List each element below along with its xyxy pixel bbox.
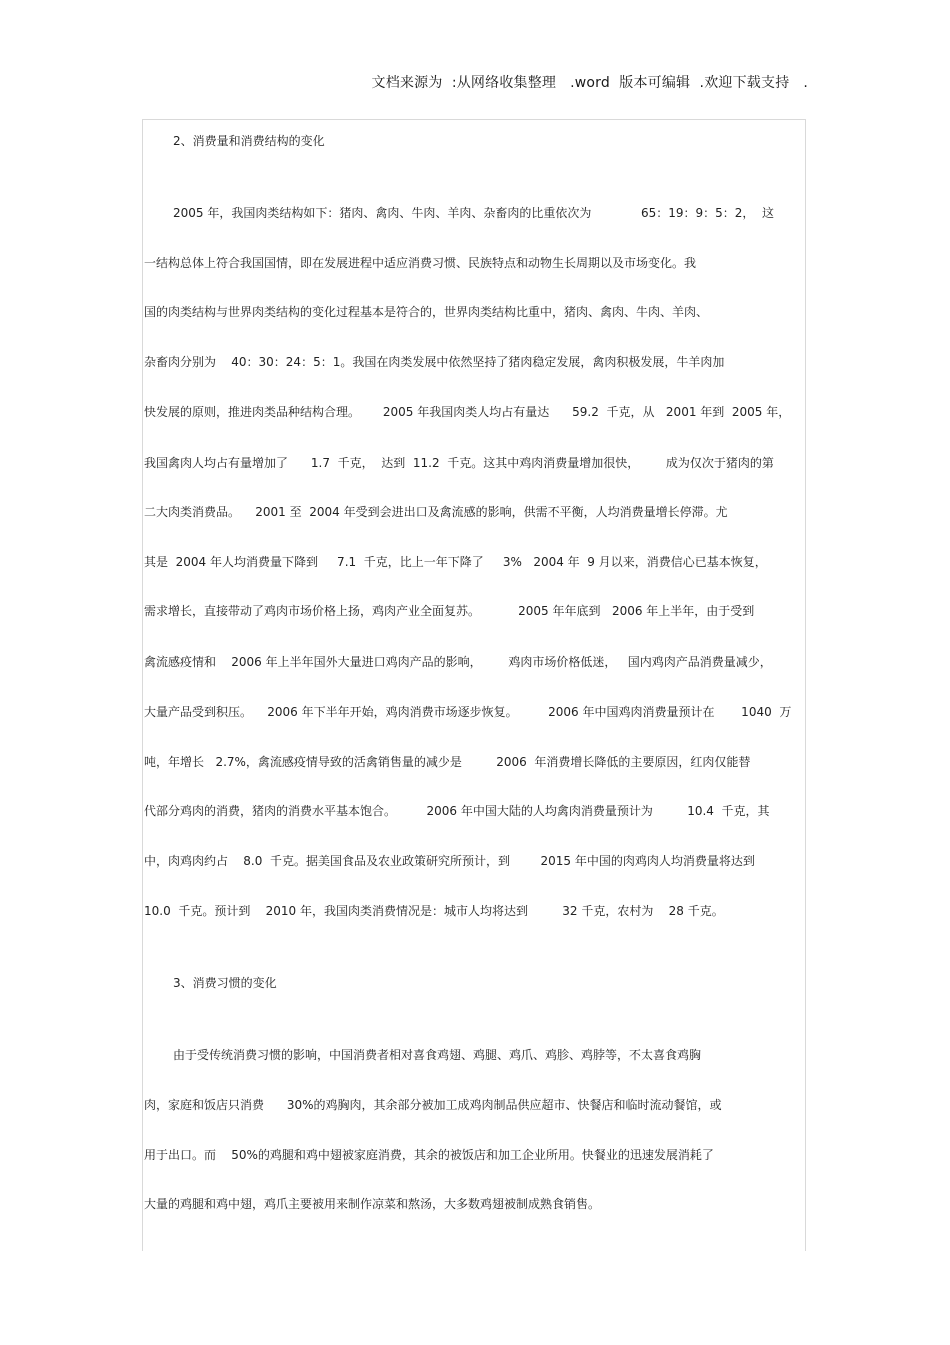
content-frame (142, 119, 806, 1251)
paragraph-line: 国的肉类结构与世界肉类结构的变化过程基本是符合的，世界肉类结构比重中，猪肉、禽肉、牛肉、羊肉、 (144, 305, 709, 319)
page-header-source-note: 文档来源为 :从网络收集整理 .word 版本可编辑 .欢迎下载支持 . (371, 75, 808, 91)
paragraph-line: 吨，年增长 2.7%，禽流感疫情导致的活禽销售量的减少是 2006 年消费增长降低的主要原因，红肉仅能替 (144, 755, 751, 769)
paragraph-line: 禽流感疫情和 2006 年上半年国外大量进口鸡肉产品的影响， 鸡肉市场价格低迷， 国内鸡肉产品消费量减少， (144, 655, 772, 669)
paragraph-line: 用于出口。而 50%的鸡腿和鸡中翅被家庭消费，其余的被饭店和加工企业所用。快餐业的迅速发展消耗了 (144, 1148, 714, 1162)
paragraph-line: 由于受传统消费习惯的影响，中国消费者相对喜食鸡翅、鸡腿、鸡爪、鸡胗、鸡脖等，不太喜食鸡胸 (173, 1048, 702, 1062)
section-heading: 2、消费量和消费结构的变化 (173, 134, 325, 148)
paragraph-line: 代部分鸡肉的消费，猪肉的消费水平基本饱合。 2006 年中国大陆的人均禽肉消费量预计为 10.4 千克，其 (144, 804, 770, 818)
paragraph-line: 二大肉类消费品。 2001 至 2004 年受到会进出口及禽流感的影响，供需不平衡，人均消费量增长停滞。尤 (144, 505, 728, 519)
paragraph-line: 需求增长，直接带动了鸡肉市场价格上扬，鸡肉产业全面复苏。 2005 年年底到 2006 年上半年，由于受到 (144, 604, 755, 618)
paragraph-line: 杂畜肉分别为 40：30：24：5：1。我国在肉类发展中依然坚持了猪肉稳定发展，禽肉积极发展，牛羊肉加 (144, 355, 725, 369)
paragraph-line: 快发展的原则，推进肉类品种结构合理。 2005 年我国肉类人均占有量达 59.2 千克，从 2001 年到 2005 年， (144, 405, 791, 419)
paragraph-line: 大量的鸡腿和鸡中翅，鸡爪主要被用来制作凉菜和熬汤，大多数鸡翅被制成熟食销售。 (144, 1197, 601, 1211)
paragraph-line: 其是 2004 年人均消费量下降到 7.1 千克，比上一年下降了 3% 2004 年 9 月以来，消费信心已基本恢复， (144, 555, 767, 569)
paragraph-line: 10.0 千克。预计到 2010 年，我国肉类消费情况是：城市人均将达到 32 千克，农村为 28 千克。 (144, 904, 724, 918)
paragraph-line: 2005 年，我国肉类结构如下：猪肉、禽肉、牛肉、羊肉、杂畜肉的比重依次为 65：19：9：5：2， 这 (173, 206, 775, 220)
paragraph-line: 肉，家庭和饭店只消费 30%的鸡胸肉，其余部分被加工成鸡肉制品供应超市、快餐店和临时流动餐馆，或 (144, 1098, 722, 1112)
paragraph-line: 一结构总体上符合我国国情，即在发展进程中适应消费习惯、民族特点和动物生长周期以及市场变化。我 (144, 256, 697, 270)
paragraph-line: 大量产品受到积压。 2006 年下半年开始，鸡肉消费市场逐步恢复。 2006 年中国鸡肉消费量预计在 1040 万 (144, 705, 792, 719)
paragraph-line: 我国禽肉人均占有量增加了 1.7 千克， 达到 11.2 千克。这其中鸡肉消费量增加很快， 成为仅次于猪肉的第 (144, 456, 774, 470)
paragraph-line: 中，肉鸡肉约占 8.0 千克。据美国食品及农业政策研究所预计，到 2015 年中国的肉鸡肉人均消费量将达到 (144, 854, 755, 868)
section-heading: 3、消费习惯的变化 (173, 976, 277, 990)
